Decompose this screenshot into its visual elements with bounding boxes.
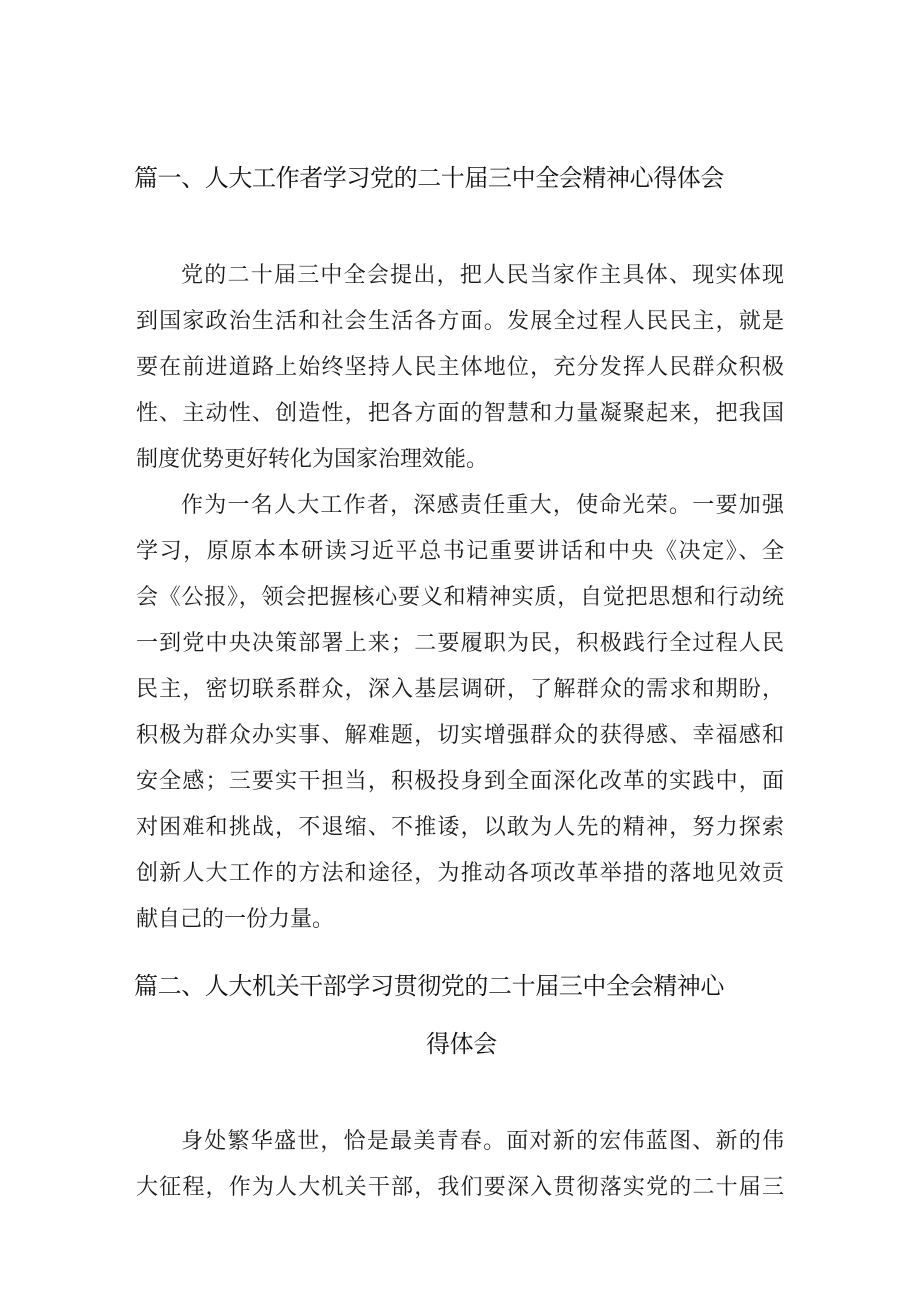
paragraph-line: 创新人大工作的方法和途径，为推动各项改革举措的落地见效贡 (136, 861, 784, 886)
section-2-title: 篇二、人大机关干部学习贯彻党的二十届三中全会精神心 (134, 972, 724, 1000)
paragraph-line: 大征程，作为人大机关干部，我们要深入贯彻落实党的二十届三 (136, 1175, 784, 1200)
paragraph-line: 安全感；三要实干担当，积极投身到全面深化改革的实践中，面 (136, 769, 784, 794)
paragraph-line: 会《公报》，领会把握核心要义和精神实质，自觉把思想和行动统 (136, 585, 784, 610)
paragraph-line: 制度优势更好转化为国家治理效能。 (136, 447, 489, 472)
paragraph-line: 党的二十届三中全会提出，把人民当家作主具体、现实体现 (181, 263, 784, 288)
paragraph-line: 积极为群众办实事、解难题，切实增强群众的获得感、幸福感和 (136, 723, 784, 748)
paragraph-line: 民主，密切联系群众，深入基层调研，了解群众的需求和期盼， (136, 677, 784, 702)
paragraph-line: 一到党中央决策部署上来；二要履职为民，积极践行全过程人民 (136, 631, 784, 656)
paragraph-line: 献自己的一份力量。 (136, 907, 335, 932)
paragraph-line: 对困难和挑战，不退缩、不推诿，以敢为人先的精神，努力探索 (136, 815, 784, 840)
paragraph-line: 作为一名人大工作者，深感责任重大，使命光荣。一要加强 (181, 493, 784, 518)
paragraph-line: 学习，原原本本研读习近平总书记重要讲话和中央《决定》、全 (136, 539, 784, 564)
paragraph-line: 性、主动性、创造性，把各方面的智慧和力量凝聚起来，把我国 (136, 401, 784, 426)
paragraph-line: 到国家政治生活和社会生活各方面。发展全过程人民民主，就是 (136, 309, 784, 334)
paragraph-line: 要在前进道路上始终坚持人民主体地位，充分发挥人民群众积极 (136, 355, 784, 380)
paragraph-line: 身处繁华盛世，恰是最美青春。面对新的宏伟蓝图、新的伟 (181, 1129, 784, 1154)
section-2-title-continuation: 得体会 (426, 1030, 497, 1058)
section-1-title: 篇一、人大工作者学习党的二十届三中全会精神心得体会 (134, 164, 724, 192)
